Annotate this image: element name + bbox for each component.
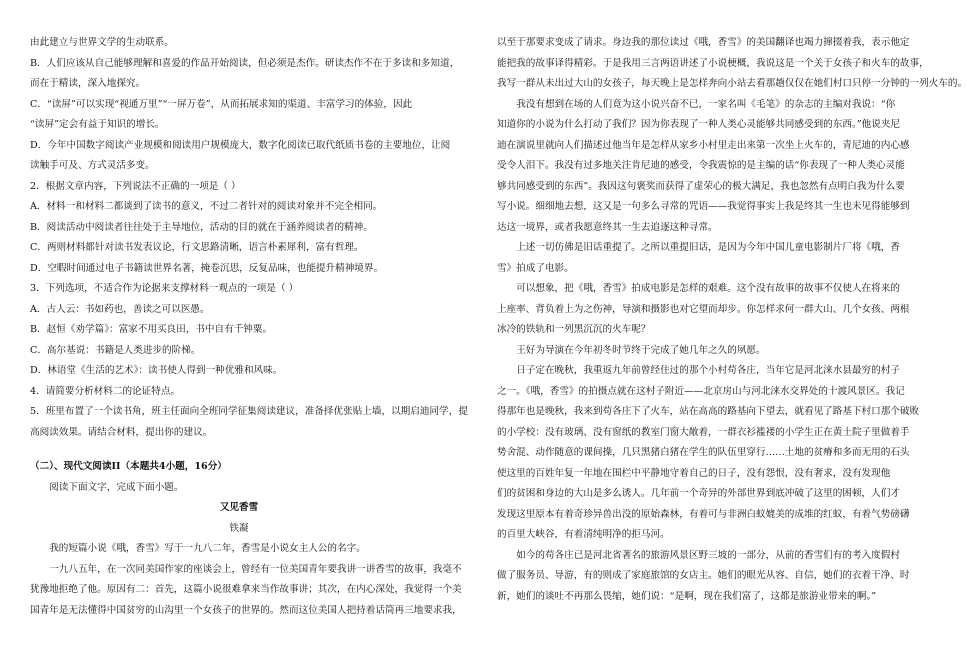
essay-line: 雪》拍成了电影。 — [497, 262, 574, 274]
essay-line: 能把我的故事译得精彩。于是我用三言两语讲述了小说梗概，我说这是一个关于女孩子和火车的故事， — [497, 57, 929, 69]
essay-line: 做了服务员、导游，有的则成了家庭旅馆的女店主。她们的眼光从容、自信，她们的衣着干净、时 — [497, 570, 910, 581]
essay-line: 上述一切仿佛是旧话重提了。之所以重提旧话，是因为今年中国儿童电影制片厂将《哦，香 — [516, 242, 900, 253]
option-b: B．人们应该从自己能够理解和喜爱的作品开始阅读，但必须是杰作。研读杰作不在于多读和多知道， — [30, 57, 460, 69]
question-5: 5．班里布置了一个读书角，班主任面向全班同学征集阅读建议，准备择优张贴上墙，以期启迪同学，提 — [30, 406, 468, 417]
essay-line: 王好为导演在今年初冬时节终于完成了她几年之久的夙愿。 — [516, 344, 766, 356]
option-d: D．空暇时间通过电子书籍读世界名著，掩卷沉思，反复品味，也能提升精神境界。 — [30, 262, 384, 274]
essay-line: 达这一境界，或者我愿意终其一生去追逐这种寻常。 — [497, 221, 718, 233]
essay-line: 如今的苟各庄已是河北省著名的旅游风景区野三坡的一部分，从前的香雪们有的考入度假村 — [516, 549, 900, 561]
essay-line: 的百里大峡谷，有着清纯明净的拒马河。 — [497, 529, 670, 540]
essay-line: 冰冷的铁轨和一列黑沉沉的火车呢？ — [497, 324, 651, 335]
essay-line: 的小学校：没有玻璃、没有窗纸的教室门窗大敞着，一群衣衫褴褛的小学生正在黄土院子里做着手 — [497, 426, 910, 438]
option-c: C．两则材料都针对读书发表议论，行文思路清晰，语言朴素犀利，富有哲理。 — [30, 242, 364, 253]
essay-line: 势舍混、动作随意的课间操，几只黑猪白猪在学生的队伍里穿行……土地的贫瘠和多而无用的石头 — [497, 447, 910, 458]
question-2: 2．根据文章内容，下列说法不正确的一项是（ ） — [30, 180, 241, 192]
question-3: 3．下列选项，不适合作为论据来支撑材料一观点的一项是（ ） — [30, 283, 299, 294]
essay-line: 一九八五年，在一次同美国作家的座谈会上，曾经有一位美国青年要我讲一讲香雪的故事，我毫不 — [49, 563, 462, 575]
option-a: A．古人云：书如药也，善读之可以医愚。 — [30, 303, 210, 315]
text-line: 读触手可及、方式灵活多变。 — [30, 160, 155, 171]
essay-line: 我的短篇小说《哦，香雪》写于一九八二年，香雪是小说女主人公的名字。 — [49, 543, 366, 554]
option-c: C．高尔基说：书籍是人类进步的阶梯。 — [30, 344, 201, 356]
essay-line: 们的贫困和身边的大山是多么诱人。几年前一个奇异的外部世界到底冲破了这里的困顿，人们才 — [497, 488, 900, 499]
instruction: 阅读下面文字，完成下面小题。 — [49, 481, 184, 493]
question-4: 4．请简要分析材料二的论证特点。 — [30, 385, 181, 397]
left-column — [30, 33, 468, 621]
essay-title: 又见香雪 — [219, 502, 259, 513]
essay-line: 受令人泪下。我没有过多地关注肯尼迪的感受，令我震惊的是主编的话“你表现了一种人类心灵能 — [497, 160, 905, 171]
text-line: 而在于精读，深入地探究。 — [30, 78, 146, 89]
essay-line: 我没有想到在场的人们竟为这小说兴奋不已，一家名叫《毛笔》的杂志的主编对我说：“你 — [516, 98, 896, 110]
essay-line: 之一。《哦，香雪》的拍摄点就在这村子附近——北京房山与河北涞水交界处的十渡风景区。我记 — [497, 385, 905, 397]
essay-author: 铁凝 — [229, 522, 249, 534]
essay-line: 得那年也是晚秋，我来到苟各庄下了火车，站在高高的路基向下望去，就看见了路基下村口那个破败 — [497, 406, 920, 417]
text-line: “读屏”定会有益于知识的增长。 — [30, 119, 165, 130]
essay-line: 写小说。细细地去想，这又是一句多么寻常的咒语——我觉得事实上我是终其一生也未见得能够到 — [497, 201, 910, 212]
text-line: 由此建立与世界文学的生动联系。 — [30, 37, 174, 48]
essay-line: 知道你的小说为什么打动了我们？因为你表现了一种人类心灵能够共同感受到的东西。”他说夹尼 — [497, 119, 901, 130]
essay-line: 我写一群从未出过大山的女孩子，每天晚上是怎样奔向小站去看那趟仅仅在她们村口只停一分钟的一列火车的。 — [497, 78, 967, 89]
section-heading: （二）、现代文阅读II（本题共4小题，16分） — [30, 461, 227, 472]
essay-line: 可以想象，把《哦，香雪》拍成电影是怎样的艰难。这个没有故事的故事不仅使人在将来的 — [516, 283, 900, 294]
option-c: C．“读屏”可以实现“视通万里”“一屏万卷”，从而拓展求知的渠道、丰富学习的体验，因此 — [30, 98, 413, 110]
option-d: D．今年中国数字阅读产业规模和阅读用户规模庞大，数字化阅读已取代纸质书卷的主要地位，让阅 — [30, 139, 451, 151]
essay-line: 够共同感受到的东西”。我因这句褒奖而获得了虚荣心的极大满足，我也忽然有点明白我为什么要 — [497, 180, 905, 192]
essay-line: 上座率、背负着上为之伤神，导演和摄影也对它望而却步。你怎样求何一群大山、几个女孩、两根 — [497, 303, 910, 315]
text-line: 高阅读效果。请结合材料，提出你的建议。 — [30, 426, 213, 438]
essay-line: 以至于那要求变成了请求。身边我的那位读过《哦，香雪》的美国翻译也竭力撺掇着我，表示他定 — [497, 37, 910, 48]
essay-line: 发现这里原本有着奇珍异兽出没的原始森林，有着可与非洲白蚁媲美的成堆的红蚁，有着气势磅礴 — [497, 508, 910, 520]
essay-line: 犹豫地拒绝了他。原因有二：首先，这篇小说很难拿来当作故事讲；其次，在内心深处，我觉得一个美 — [30, 584, 462, 595]
essay-line: 国青年是无法懂得中国贫穷的山沟里一个女孩子的世界的。然而这位美国人把持着话筒再三地要求我， — [30, 604, 462, 616]
option-a: A．材料一和材料二都谈到了读书的意义，不过二者针对的阅读对象并不完全相同。 — [30, 201, 383, 212]
option-b: B．阅读活动中阅读者往往处于主导地位，活动的目的就在于涵养阅读者的精神。 — [30, 221, 373, 233]
essay-line: 新，她们的谈吐不再那么畏缩，她们说：“是啊，现在我们富了，这都是旅游业带来的啊。” — [497, 590, 877, 602]
essay-line: 使这里的百姓年复一年地在围栏中平静地守着自己的日子，没有怨恨，没有奢求，没有发现他 — [497, 467, 891, 479]
option-b: B．赵恒《劝学篇》：富家不用买良田，书中自有千钟粟。 — [30, 324, 273, 335]
right-column — [497, 33, 967, 607]
essay-line: 日子定在晚秋，我重返九年前曾经住过的那个小村苟各庄，当年它是河北涞水县最穷的村子 — [516, 365, 900, 376]
essay-line: 迪在演说里就向人们描述过他当年是怎样从家乡小村里走出来第一次坐上火车的，青尼迪的内心感 — [497, 139, 910, 151]
option-d: D．林语堂《生活的艺术》：读书使人得到一种优雅和风味。 — [30, 365, 283, 376]
